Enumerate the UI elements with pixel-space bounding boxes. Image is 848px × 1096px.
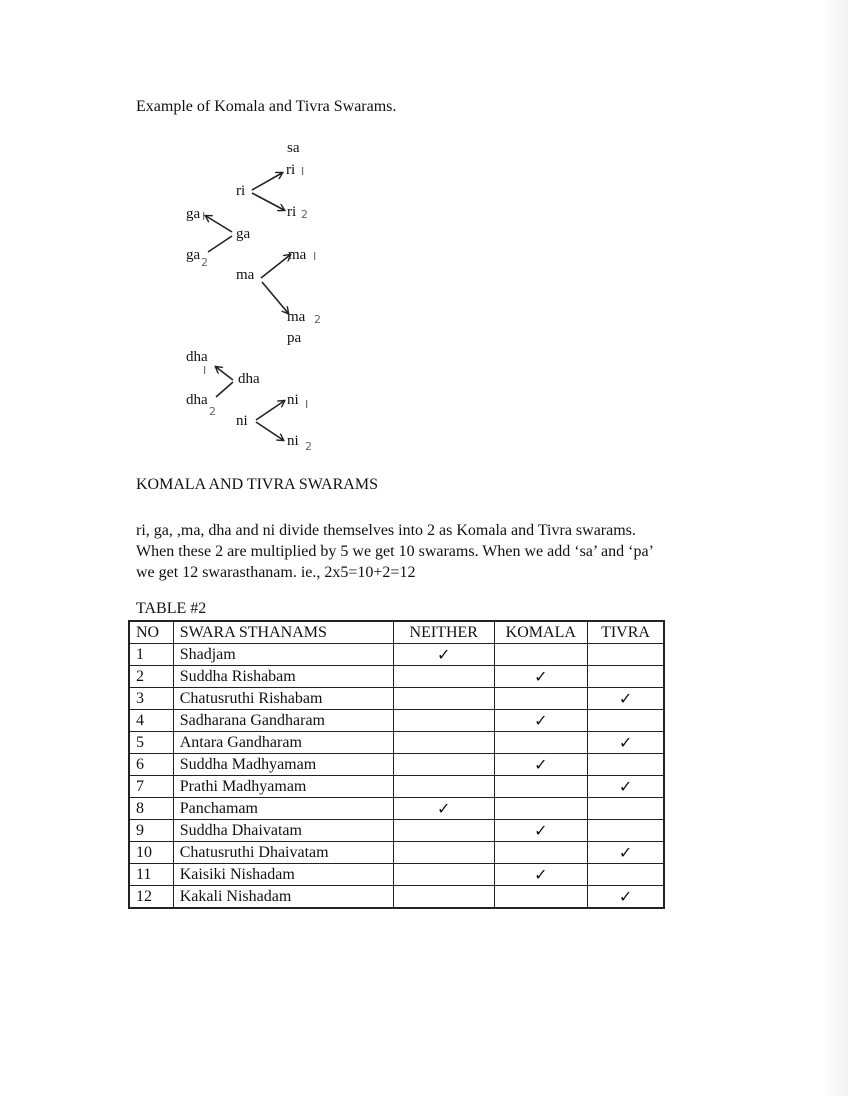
- note-ri-2: ri: [287, 204, 297, 220]
- note-dha-1: dha: [186, 349, 208, 365]
- cell-neither: [393, 820, 494, 842]
- check-mark-icon: ✓: [618, 844, 633, 862]
- cell-tivra: [588, 754, 664, 776]
- table-row: [129, 732, 664, 754]
- row-swara-name: Suddha Rishabam: [173, 666, 393, 688]
- table-row: [129, 820, 664, 842]
- cell-komala: [494, 798, 588, 820]
- cell-neither: [393, 886, 494, 909]
- table-row: [129, 798, 664, 820]
- cell-komala: [494, 644, 588, 666]
- row-number: 10: [129, 842, 173, 864]
- header-no: NO: [129, 621, 173, 644]
- row-number: 12: [129, 886, 173, 909]
- header-tivra: TIVRA: [588, 621, 664, 644]
- check-mark-icon: ✓: [618, 734, 633, 752]
- note-ni-2: ni: [287, 433, 299, 449]
- section-heading: KOMALA AND TIVRA SWARAMS: [136, 476, 378, 493]
- cell-tivra: [588, 688, 664, 710]
- cell-tivra: [588, 842, 664, 864]
- table-row: [129, 754, 664, 776]
- cell-komala: [494, 886, 588, 909]
- check-mark-icon: ✓: [618, 690, 633, 708]
- check-mark-icon: ✓: [437, 800, 451, 818]
- row-swara-name: Kaisiki Nishadam: [173, 864, 393, 886]
- check-mark-icon: ✓: [534, 668, 548, 686]
- cell-komala: [494, 864, 588, 886]
- table-title: TABLE #2: [136, 600, 207, 617]
- note-ga-2: ga: [186, 247, 201, 263]
- row-swara-name: Prathi Madhyamam: [173, 776, 393, 798]
- example-title: Example of Komala and Tivra Swarams.: [136, 98, 397, 115]
- row-number: 2: [129, 666, 173, 688]
- cell-neither: [393, 864, 494, 886]
- row-swara-name: Sadharana Gandharam: [173, 710, 393, 732]
- cell-neither: [393, 842, 494, 864]
- row-swara-name: Suddha Madhyamam: [173, 754, 393, 776]
- explanation-paragraph: [136, 520, 756, 583]
- cell-tivra: [588, 886, 664, 909]
- hand-mark-ni-2: 2: [305, 440, 312, 453]
- table-row: [129, 776, 664, 798]
- cell-neither: [393, 798, 494, 820]
- row-swara-name: Panchamam: [173, 798, 393, 820]
- cell-neither: [393, 644, 494, 666]
- cell-tivra: [588, 644, 664, 666]
- table-body: [129, 644, 664, 909]
- table-row: [129, 688, 664, 710]
- cell-neither: [393, 710, 494, 732]
- cell-komala: [494, 732, 588, 754]
- note-ma-2: ma: [287, 309, 306, 325]
- cell-komala: [494, 666, 588, 688]
- note-ni: ni: [236, 413, 248, 429]
- cell-komala: [494, 820, 588, 842]
- cell-komala: [494, 754, 588, 776]
- check-mark-icon: ✓: [534, 712, 548, 730]
- row-swara-name: Chatusruthi Dhaivatam: [173, 842, 393, 864]
- paragraph-line-1: ri, ga, ,ma, dha and ni divide themselves into 2 as Komala and Tivra swarams.: [136, 522, 636, 539]
- check-mark-icon: ✓: [534, 866, 548, 884]
- row-number: 5: [129, 732, 173, 754]
- note-ga-1: ga: [186, 206, 201, 222]
- cell-tivra: [588, 666, 664, 688]
- table-row: [129, 710, 664, 732]
- cell-neither: [393, 666, 494, 688]
- row-swara-name: Chatusruthi Rishabam: [173, 688, 393, 710]
- cell-tivra: [588, 710, 664, 732]
- row-number: 4: [129, 710, 173, 732]
- note-pa: pa: [287, 330, 302, 346]
- table-row: [129, 864, 664, 886]
- table-header-row: [129, 621, 664, 644]
- row-swara-name: Shadjam: [173, 644, 393, 666]
- note-ma-1: ma: [288, 247, 307, 263]
- hand-mark-ma-1: I: [313, 250, 317, 263]
- cell-neither: [393, 732, 494, 754]
- note-sa: sa: [287, 140, 300, 156]
- note-ga: ga: [236, 226, 251, 242]
- hand-mark-ni-1: I: [305, 398, 309, 411]
- header-swara-sthanams: SWARA STHANAMS: [173, 621, 393, 644]
- row-number: 3: [129, 688, 173, 710]
- cell-tivra: [588, 864, 664, 886]
- header-neither: NEITHER: [393, 621, 494, 644]
- row-number: 8: [129, 798, 173, 820]
- row-number: 11: [129, 864, 173, 886]
- paragraph-line-2: When these 2 are multiplied by 5 we get 10 swarams. When we add ‘sa’ and ‘pa’: [136, 543, 654, 560]
- check-mark-icon: ✓: [534, 756, 548, 774]
- check-mark-icon: ✓: [534, 822, 548, 840]
- row-swara-name: Antara Gandharam: [173, 732, 393, 754]
- table-row: [129, 666, 664, 688]
- table-row: [129, 886, 664, 909]
- note-ni-1: ni: [287, 392, 299, 408]
- hand-mark-dha-1: I: [203, 364, 207, 377]
- row-swara-name: Suddha Dhaivatam: [173, 820, 393, 842]
- table-row: [129, 644, 664, 666]
- note-ri-1: ri: [286, 162, 296, 178]
- swara-table: [128, 620, 665, 909]
- check-mark-icon: ✓: [618, 778, 633, 796]
- hand-mark-ri-2: 2: [301, 208, 308, 221]
- hand-mark-ri-1: I: [301, 165, 305, 178]
- check-mark-icon: ✓: [618, 888, 633, 906]
- cell-neither: [393, 754, 494, 776]
- row-number: 6: [129, 754, 173, 776]
- row-swara-name: Kakali Nishadam: [173, 886, 393, 909]
- header-komala: KOMALA: [494, 621, 588, 644]
- row-number: 1: [129, 644, 173, 666]
- cell-komala: [494, 688, 588, 710]
- cell-tivra: [588, 776, 664, 798]
- cell-komala: [494, 842, 588, 864]
- note-dha-2: dha: [186, 392, 208, 408]
- hand-mark-ma-2: 2: [314, 313, 321, 326]
- cell-komala: [494, 776, 588, 798]
- note-ri: ri: [236, 183, 246, 199]
- row-number: 7: [129, 776, 173, 798]
- cell-tivra: [588, 798, 664, 820]
- hand-mark-ga-1: I: [202, 210, 206, 223]
- check-mark-icon: ✓: [437, 646, 451, 664]
- paragraph-line-3: we get 12 swarasthanam. ie., 2x5=10+2=12: [136, 564, 416, 581]
- cell-komala: [494, 710, 588, 732]
- cell-neither: [393, 688, 494, 710]
- cell-neither: [393, 776, 494, 798]
- note-dha: dha: [238, 371, 260, 387]
- table-row: [129, 842, 664, 864]
- row-number: 9: [129, 820, 173, 842]
- note-ma: ma: [236, 267, 255, 283]
- cell-tivra: [588, 820, 664, 842]
- cell-tivra: [588, 732, 664, 754]
- hand-mark-ga-2: 2: [201, 256, 208, 269]
- hand-mark-dha-2: 2: [209, 405, 216, 418]
